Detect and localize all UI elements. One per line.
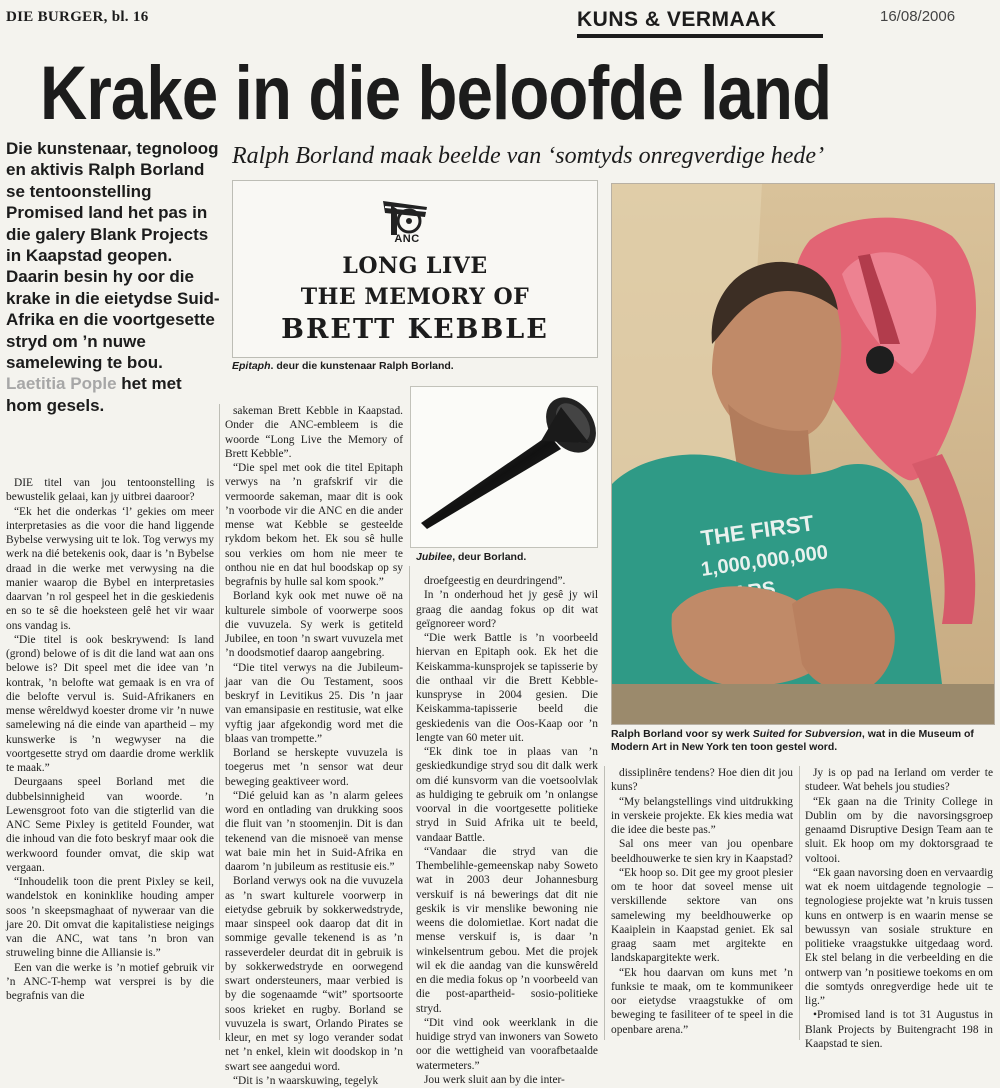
intro-text: Die kunstenaar, tegnoloog en aktivis Ralph Borland se tentoonstelling Promised land het pas in die galery Blank Projects in Kaapstad geopen. Daarin besin hy oor die krake in die eietydse Suid-Afrika en die voortgesette stryd om ’n nuwe samelewing te bou.: [6, 139, 220, 373]
publication-date: 16/08/2006: [880, 8, 956, 25]
paragraph: “Die titel is ook beskrywend: Is land (grond) belowe of is dit die land wat aan ons belowe is? Dit speel met die idee van ’n kontrak, ’n belofte wat gemaak is en vra of die belofte vervul is. Suid-Afrikaners en mense wêreldwyd koester drome vir ’n nuwe samelewing ná die einde van apartheid – my kunswerke is ’n wegwyser na die voortgesette stryd om daardie drome werklik te maak.”: [6, 633, 214, 774]
paragraph: “Dit vind ook weerklank in die huidige stryd van inwoners van Soweto oor die wettigheid van voorafbetaalde watermeters.”: [416, 1016, 598, 1072]
column-divider: [219, 404, 220, 1040]
paragraph: Borland kyk ook met nuwe oë na kulturele simbole of voorwerpe soos die vuvuzela. Sy werk is getiteld Jubilee, en toon ’n swart vuvuzela met ’n doodsmotief daarop aangebring.: [225, 590, 403, 660]
photo-caption-part2: , wat in die Museum of Modern Art in New York ten toon gestel word.: [611, 728, 974, 753]
artist-photo: [611, 183, 995, 725]
paragraph: Borland verwys ook na die vuvuzela as ’n swart kulturele voorwerp in eietydse gebruik by sokkerwedstryde, maar sinspeel ook daarop dat dit in sommige gevalle tekenend is as ’n rasseverdeler deurdat dit in gebruik is by sokkerwedstryde en oorwegend swart ondersteuners, maar verbied is by die sogenaamde “wit” sportsoorte soos krieket en rugby. Borland se vuvuzela is swart, Orlando Pirates se kleur, en met sy logo verander sodat net ’n enkel, klein wit doodskop in ’n swart see aangedui word.: [225, 875, 403, 1073]
paragraph: Borland se herskepte vuvuzela is toegerus met ’n sensor wat deur beweging geaktiveer word.: [225, 747, 403, 788]
body-column-3: [416, 574, 598, 1087]
photo-caption-part1: Ralph Borland voor sy werk: [611, 728, 753, 740]
photo-caption: [611, 728, 993, 754]
poster-caption: [232, 360, 454, 373]
paragraph: Sal ons meer van jou openbare beeldhouwerke te sien kry in Kaapstad?: [611, 838, 793, 865]
paragraph: “Ek hou daarvan om kuns met ’n funksie te maak, om te kommunikeer oor eietydse vraagstukke of om beweging te fasiliteer of te speel in die openbare arena.”: [611, 966, 793, 1036]
jubilee-vuvuzela-image: [410, 386, 598, 548]
paragraph: •Promised land is tot 31 Augustus in Blank Projects by Buitengracht 198 in Kaapstad te sien.: [805, 1009, 993, 1050]
paragraph: “Ek hoop so. Dit gee my groot plesier om te hoor dat soveel mense uit verskillende sektore van ons samelewing my beeldhouwerke op Kaaiplein in Kaapstad geniet. Ek sal graag saam met argitekte en landskapargitekte werk.: [611, 866, 793, 965]
paragraph: “Inhoudelik toon die prent Pixley se keil, wandelstok en koninklike houding amper soos ’n skeepsmaghaat of nyweraar van die jare 20. Dit omvat die kapitalistiese neigings van die ANC, wat tans ’n bron van struweling binne die Alliansie is.”: [6, 876, 214, 960]
poster-caption-rest: . deur die kunstenaar Ralph Borland.: [270, 360, 454, 372]
body-column-5: [805, 766, 993, 1051]
headline: Krake in die beloofde land: [40, 51, 832, 136]
column-divider: [799, 766, 800, 1040]
body-column-4: [611, 766, 793, 1037]
paragraph: “Dié geluid kan as ’n alarm gelees word en ontlading van drukking soos die fluit van ’n stoomenjin. Dit is dan tekenend van die misnoeë van mense wat baie min het in Suid-Afrika en daarom ’n jubileum as restitusie eis.”: [225, 789, 403, 873]
byline: Laetitia Pople: [6, 374, 117, 394]
page-label: DIE BURGER, bl. 16: [6, 9, 149, 25]
paragraph: “Ek het die onderkas ‘l’ gekies om meer interpretasies as die voor die hand liggende Bybelse verwysing uit te lok. Tog verwys my werk na dié betekenis ook, daar is ’n Bybelse draad in die werke met verwysing na die manier waarop die Bybel en interpretasies daarvan ’n rol gespeel het in die geskiedenis en so te sê die hoeksteen gelê het vir waar ons vandag is.: [6, 505, 214, 632]
epitaph-poster: [232, 180, 598, 358]
paragraph: DIE titel van jou tentoonstelling is bewustelik gelaai, kan jy uitbrei daaroor?: [6, 477, 214, 504]
paragraph: “Dit is ’n waarskuwing, tegelyk: [233, 1074, 379, 1087]
paragraph: sakeman Brett Kebble in Kaapstad. Onder die ANC-embleem is die woorde “Long Live the Memory of Brett Kebble”.: [225, 405, 403, 460]
paragraph: “Ek dink toe in plaas van ’n geskiedkundige stryd sou dit dalk werk om dié kunsvorm van die voetsoolvlak as huldiging te gebruik om ’n onlangse voorval in die voortgesette politieke stryd in Suid Afrika uit te beeld, vandaar Battle.: [416, 746, 598, 844]
column-divider: [604, 766, 605, 1040]
paragraph: “Ek gaan navorsing doen en vervaardig wat ek noem uitdagende tegnologie – tegnologiese projekte wat ’n kruis tussen kuns en ontwerp is en waarin mense se bewussyn van sosiale strukture en politieke vraagstukke uitgedaag word. Ek stel belang in die verbeelding en die ontwerp van ’n positiewe toekoms en om die somtyds onregverdige hede uit te lig.”: [805, 866, 993, 1007]
paragraph: “Die titel verwys na die Jubileum-jaar van die Ou Testament, soos beskryf in Levitikus 25. Dis ’n jaar van emansipasie en restitusie, wat elke vyftig jaar afgekondig word met die blaas van trompette.”: [225, 661, 403, 745]
vuvuzela-caption: [416, 551, 526, 564]
paragraph: “Die spel met ook die titel Epitaph verwys na ’n grafskrif vir die vermoorde sakeman, maar dit is ook ’n voorbode vir die ANC en die ander mense wat Kebble se gesteelde rykdom bekom het. Ek sou sê hulle sou verkies om hom nie meer te onthou nie en dat hul boodskap op sy begrafnis by hulle sal kom spook.”: [225, 462, 403, 588]
section-title: KUNS & VERMAAK: [577, 8, 777, 31]
photo-caption-title: Suited for Subversion: [752, 728, 862, 740]
paragraph: “Vandaar die stryd van die Thembelihle-gemeenskap naby Soweto wat in 2003 deur Johannesburg verskuif is ná bewerings dat dit nie geskik is vir menslike bewoning nie weens die dolomietlae. Kort nadat die mense verskuif is, is daar ’n winkelsentrum gebou. Met die projek wil ek die aandag van die kunswêreld en die media fokus op ’n voorbeeld van die post-apartheid- sosio-politieke stryd.: [416, 845, 598, 1015]
poster-line-1: LONG LIVE: [342, 253, 488, 279]
poster-caption-title: Epitaph: [232, 360, 271, 372]
intro-tail: het met hom gesels.: [6, 374, 182, 415]
intro-blurb: [6, 138, 222, 416]
paragraph: “Ek gaan na die Trinity College in Dublin om by die navorsingsgroep genaamd Disruptive Design Team aan te sluit. Ek hoop om my doktorsgraad te voltooi.: [805, 795, 993, 865]
body-column-1: [6, 476, 214, 1003]
shirt-text-1: THE FIRST: [699, 510, 816, 551]
paragraph: “My belangstellings vind uitdrukking in verskeie projekte. Ek kies media wat die idee die beste pas.”: [611, 795, 793, 836]
paragraph: In ’n onderhoud het jy gesê jy wil graag die aandag fokus op dit wat geïgnoreer word?: [416, 589, 598, 630]
vuvuzela-caption-title: Jubilee: [416, 551, 453, 563]
vuvuzela-caption-rest: , deur Borland.: [452, 551, 527, 563]
paragraph: Een van die werke is ’n motief gebruik vir ’n ANC-T-hemp wat versprei is by die begrafnis van die: [6, 961, 214, 1002]
paragraph: Deurgaans speel Borland met die dubbelsinnigheid van woorde. ’n Lewensgroot foto van die stigterlid van die ANC Seme Pixley is getiteld Founder, wat die inhoud van die foto beskryf maar ook die werkwoord founder omvat, die skip wat vergaan.: [6, 776, 214, 874]
shirt-text-2: 1,000,000,000: [699, 541, 830, 581]
paragraph: droefgeestig en deurdringend”.: [424, 575, 566, 587]
column-divider: [409, 566, 410, 1040]
subheadline: Ralph Borland maak beelde van ‘somtyds onregverdige hede’: [232, 143, 825, 169]
poster-line-3: BRETT KEBBLE: [281, 314, 549, 345]
paragraph: Jou werk sluit aan by die inter-: [424, 1073, 565, 1086]
paragraph: “Die werk Battle is ’n voorbeeld hiervan en Epitaph ook. Ek het die Keiskamma-kunsprojek se tapisserie by die onthaal vir die Brett Kebble-kunspryse in 2004 gesien. Die Keiskamma-tapisserie beeld die geskiedenis van die Oos-Kaap oor ’n lengte van 60 meter uit.: [416, 632, 598, 744]
photo-illustration: [612, 184, 994, 724]
section-rule: [577, 34, 823, 38]
body-column-2: [225, 404, 403, 1088]
paragraph: Jy is op pad na Ierland om verder te studeer. Wat behels jou studies?: [805, 767, 993, 794]
poster-line-2: THE MEMORY OF: [300, 284, 530, 310]
vuvuzela-icon: [411, 387, 597, 547]
paragraph: dissiplinêre tendens? Hoe dien dit jou kuns?: [611, 767, 793, 794]
emblem-label: ANC: [394, 233, 420, 245]
